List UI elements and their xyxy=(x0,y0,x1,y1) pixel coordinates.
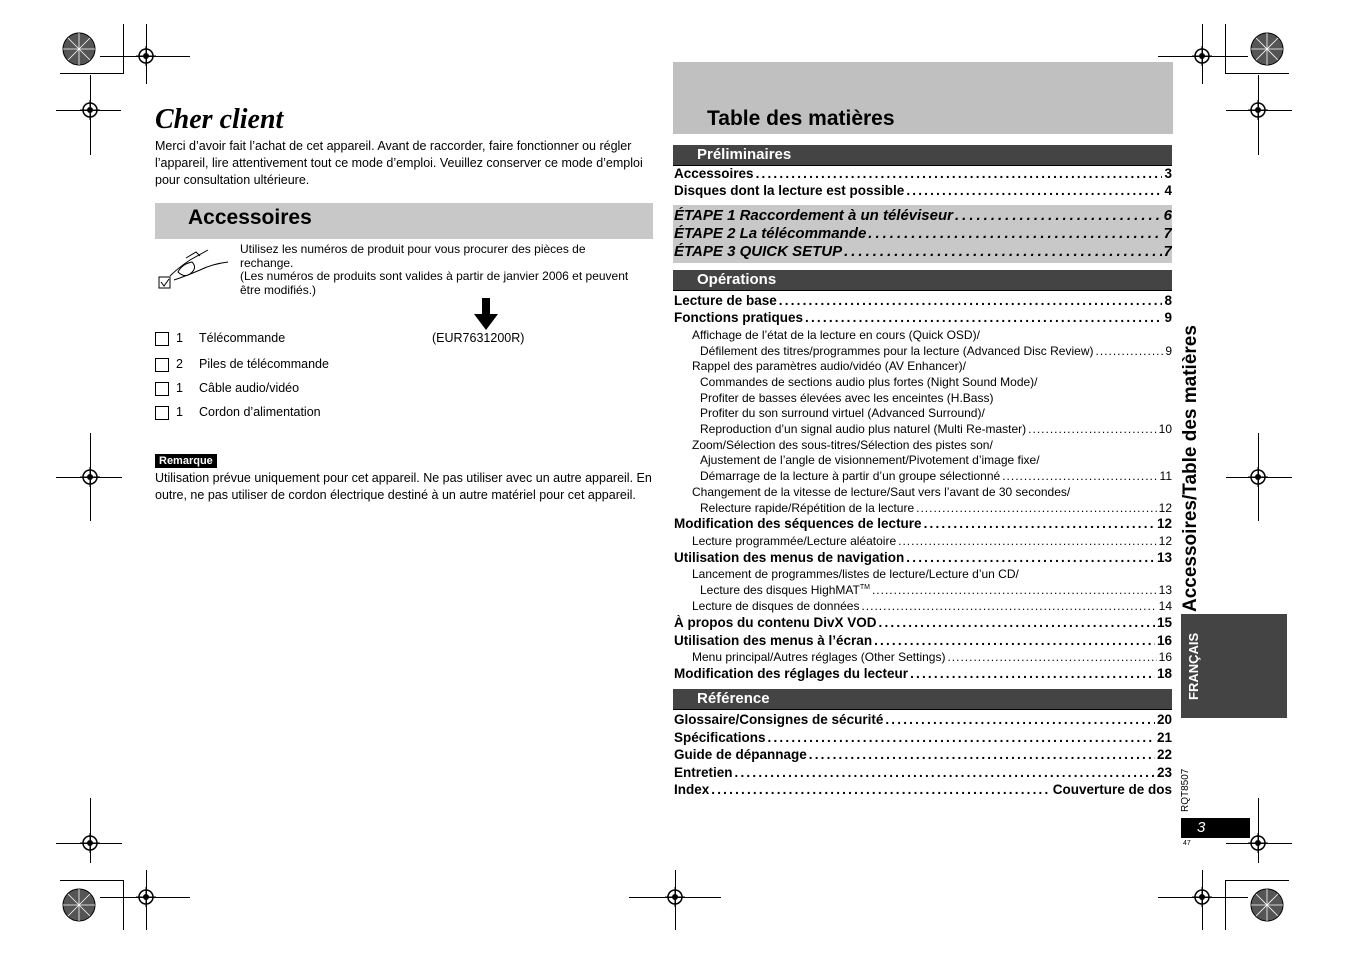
toc-entry-etape[interactable]: ÉTAPE 2 La télécommande ..... 7 xyxy=(674,225,1172,242)
remark-label: Remarque xyxy=(155,454,217,468)
toc-entry[interactable]: Utilisation des menus à l’écran ..... 16 xyxy=(674,633,1172,648)
toc-subentry: Rappel des paramètres audio/vidéo (AV Enhancer)/ xyxy=(692,359,966,373)
toc-subentry[interactable]: Lecture programmée/Lecture aléatoire ..... 12 xyxy=(692,534,1172,548)
toc-entry[interactable]: Fonctions pratiques ..... 9 xyxy=(674,310,1172,325)
toc-entry[interactable]: Lecture de base ..... 8 xyxy=(674,293,1172,308)
checkbox-icon xyxy=(155,382,169,396)
toc-subentry: Lancement de programmes/listes de lecture/Lecture d’un CD/ xyxy=(692,567,1019,581)
toc-subentry[interactable]: Lecture de disques de données ..... 14 xyxy=(692,599,1172,613)
accessories-note xyxy=(240,243,640,297)
pencil-hand-icon xyxy=(156,246,232,292)
toc-entry[interactable]: Entretien ..... 23 xyxy=(674,765,1172,780)
checkbox-icon xyxy=(155,332,169,346)
part-number: (EUR7631200R) xyxy=(432,331,525,345)
page-number: 3 xyxy=(1197,819,1206,836)
toc-subentry[interactable]: Menu principal/Autres réglages (Other Settings) ..... 16 xyxy=(692,650,1172,664)
checkbox-icon xyxy=(155,406,169,420)
page-title: Cher client xyxy=(155,104,284,135)
toc-subentry: Changement de la vitesse de lecture/Saut vers l’avant de 30 secondes/ xyxy=(692,485,1071,499)
toc-subentry[interactable]: Relecture rapide/Répétition de la lecture ..... 12 xyxy=(700,501,1172,515)
toc-subentry[interactable]: Démarrage de la lecture à partir d’un groupe sélectionné ..... 11 xyxy=(700,469,1172,483)
remark-text: Utilisation prévue uniquement pour cet appareil. Ne pas utiliser avec un autre appareil. En outre, ne pas utiliser de cordon électrique destiné à un autre matériel pour cet appareil. xyxy=(155,471,652,502)
toc-entry[interactable]: Utilisation des menus de navigation ..... 13 xyxy=(674,550,1172,565)
toc-entry[interactable]: Modification des réglages du lecteur ..... 18 xyxy=(674,666,1172,681)
accessories-note-line1: Utilisez les numéros de produit pour vous procurer des pièces de rechange. xyxy=(240,242,586,270)
toc-subentry: Profiter de basses élevées avec les enceintes (H.Bass) xyxy=(700,391,994,405)
accessories-note-line2: (Les numéros de produits sont valides à partir de janvier 2006 et peuvent être modifiés.) xyxy=(240,269,629,297)
page-number-bar xyxy=(1181,818,1250,838)
registration-star-icon xyxy=(62,32,96,66)
registration-star-icon xyxy=(1250,888,1284,922)
section-bar-operations: Opérations xyxy=(673,270,1172,290)
toc-entry[interactable]: Index ..... Couverture de dos xyxy=(674,782,1172,797)
registration-star-icon xyxy=(1250,32,1284,66)
toc-subentry: Commandes de sections audio plus fortes (Night Sound Mode)/ xyxy=(700,375,1038,389)
divider xyxy=(673,290,1172,291)
toc-entry[interactable]: Guide de dépannage ..... 22 xyxy=(674,747,1172,762)
toc-subentry: Ajustement de l’angle de visionnement/Pivotement d’image fixe/ xyxy=(700,453,1040,467)
toc-subentry[interactable]: Lecture des disques HighMAT™ ..... 13 xyxy=(700,583,1172,597)
section-bar-reference: Référence xyxy=(673,689,1172,709)
toc-subentry[interactable]: Défilement des titres/programmes pour la lecture (Advanced Disc Review) ..... 9 xyxy=(700,344,1172,358)
toc-subentry: Zoom/Sélection des sous-titres/Sélection des pistes son/ xyxy=(692,438,993,452)
accessories-heading: Accessoires xyxy=(188,206,312,229)
toc-entry-etape[interactable]: ÉTAPE 3 QUICK SETUP ..... 7 xyxy=(674,243,1172,260)
toc-title: Table des matières xyxy=(707,107,895,130)
toc-subentry: Affichage de l’état de la lecture en cours (Quick OSD)/ xyxy=(692,328,980,342)
toc-entry[interactable]: Accessoires ..... 3 xyxy=(674,166,1172,181)
section-bar-preliminaires: Préliminaires xyxy=(673,145,1172,165)
toc-subentry[interactable]: Reproduction d’un signal audio plus naturel (Multi Re-master) ..... 10 xyxy=(700,422,1172,436)
small-number: 47 xyxy=(1183,840,1191,847)
toc-entry[interactable]: À propos du contenu DivX VOD ..... 15 xyxy=(674,615,1172,630)
divider xyxy=(673,709,1172,710)
toc-entry-etape[interactable]: ÉTAPE 1 Raccordement à un téléviseur ..... 6 xyxy=(674,207,1172,224)
intro-text: Merci d’avoir fait l’achat de cet appareil. Avant de raccorder, faire fonctionner ou régler l’appareil, lire attentivement tout ce mode d’emploi. Veuillez conserver ce mode d’emploi pour consultation ultérieure. xyxy=(155,139,643,187)
registration-star-icon xyxy=(62,888,96,922)
toc-entry[interactable]: Modification des séquences de lecture ..... 12 xyxy=(674,516,1172,531)
toc-subentry: Profiter du son surround virtuel (Advanced Surround)/ xyxy=(700,406,985,420)
toc-entry[interactable]: Disques dont la lecture est possible ..... 4 xyxy=(674,183,1172,198)
toc-entry[interactable]: Glossaire/Consignes de sécurité ..... 20 xyxy=(674,712,1172,727)
toc-entry[interactable]: Spécifications ..... 21 xyxy=(674,730,1172,745)
arrow-down-icon xyxy=(474,298,498,332)
checkbox-icon xyxy=(155,358,169,372)
